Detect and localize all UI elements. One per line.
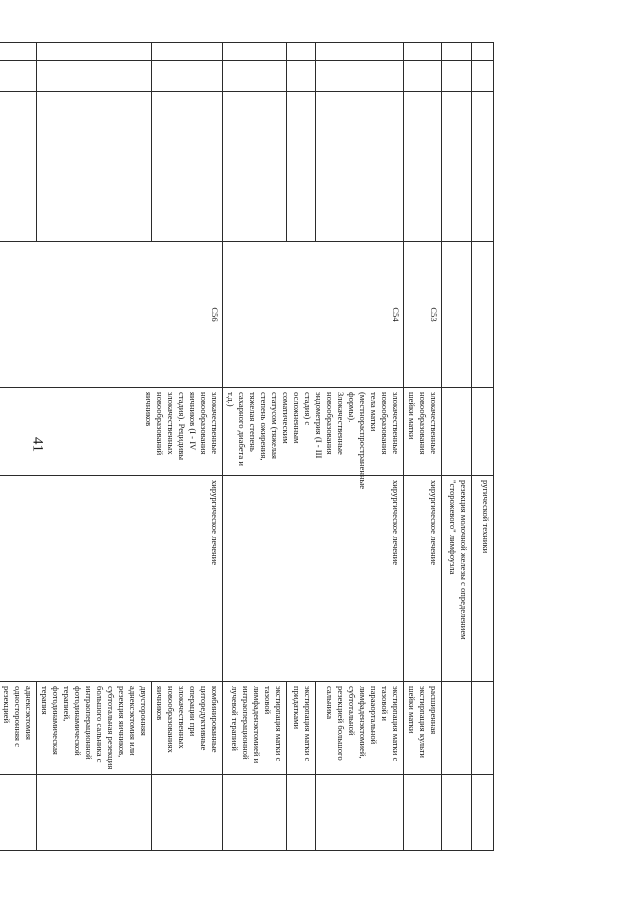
table-row [442,43,472,851]
table-row [404,43,442,851]
table-row [472,43,494,851]
method-cell: экстирпация матки с придатками [287,682,316,775]
code-cell: C54 [223,242,404,388]
method-cell: расширенная экстирпация культи шейки матки [404,682,442,775]
diagnosis-cell: злокачественные новообразования тела матки (местнораспространенные формы). Злокачественные новообразования эндометрия (I - III стадия) с осложненным соматическим статусом (тяжелая степень ожирения, тяжелая степень сахарного диабета и т.д.) [223,388,404,476]
diagnosis-cell: злокачественные новообразования яичников (I - IV стадия). Рецидивы злокачественных новообразований яичников [0,388,223,476]
method-cell: двусторонняя аднексэктомия или резекция яичников, субтотальная резекция большого сальника с интраоперационной фотодинамической терапией, фотодинамическая терапия [37,682,152,775]
method-cell: резекция молочной железы с определением "сторожевого" лимфоузла [442,476,472,682]
method-cell: комбинированные циторедуктивные операции при злокачественных новообразованиях яичников [152,682,223,775]
table-row [152,43,223,851]
method-cell: ругической техники [472,476,494,682]
treatment-cell: хирургическое лечение [404,476,442,682]
table-row [316,43,404,851]
code-cell: C56 [0,242,223,388]
diagnosis-cell: злокачественные новообразования шейки матки [404,388,442,476]
treatment-cell: хирургическое лечение [223,476,404,682]
treatment-cell: хирургическое лечение [0,476,223,682]
code-cell: C53 [404,242,442,388]
page-number: 41 [29,437,46,452]
treatment-table [0,42,494,851]
method-cell: аднексэктомия односторонняя с резекцией [0,682,37,775]
method-cell: экстирпация матки с тазовой лимфаденэктомией и интраоперационной лучевой терапией [223,682,287,775]
method-cell: экстирпация матки с тазовой и парааортальной лимфаденэктомией, субтотальной резекцией большого сальника [316,682,404,775]
